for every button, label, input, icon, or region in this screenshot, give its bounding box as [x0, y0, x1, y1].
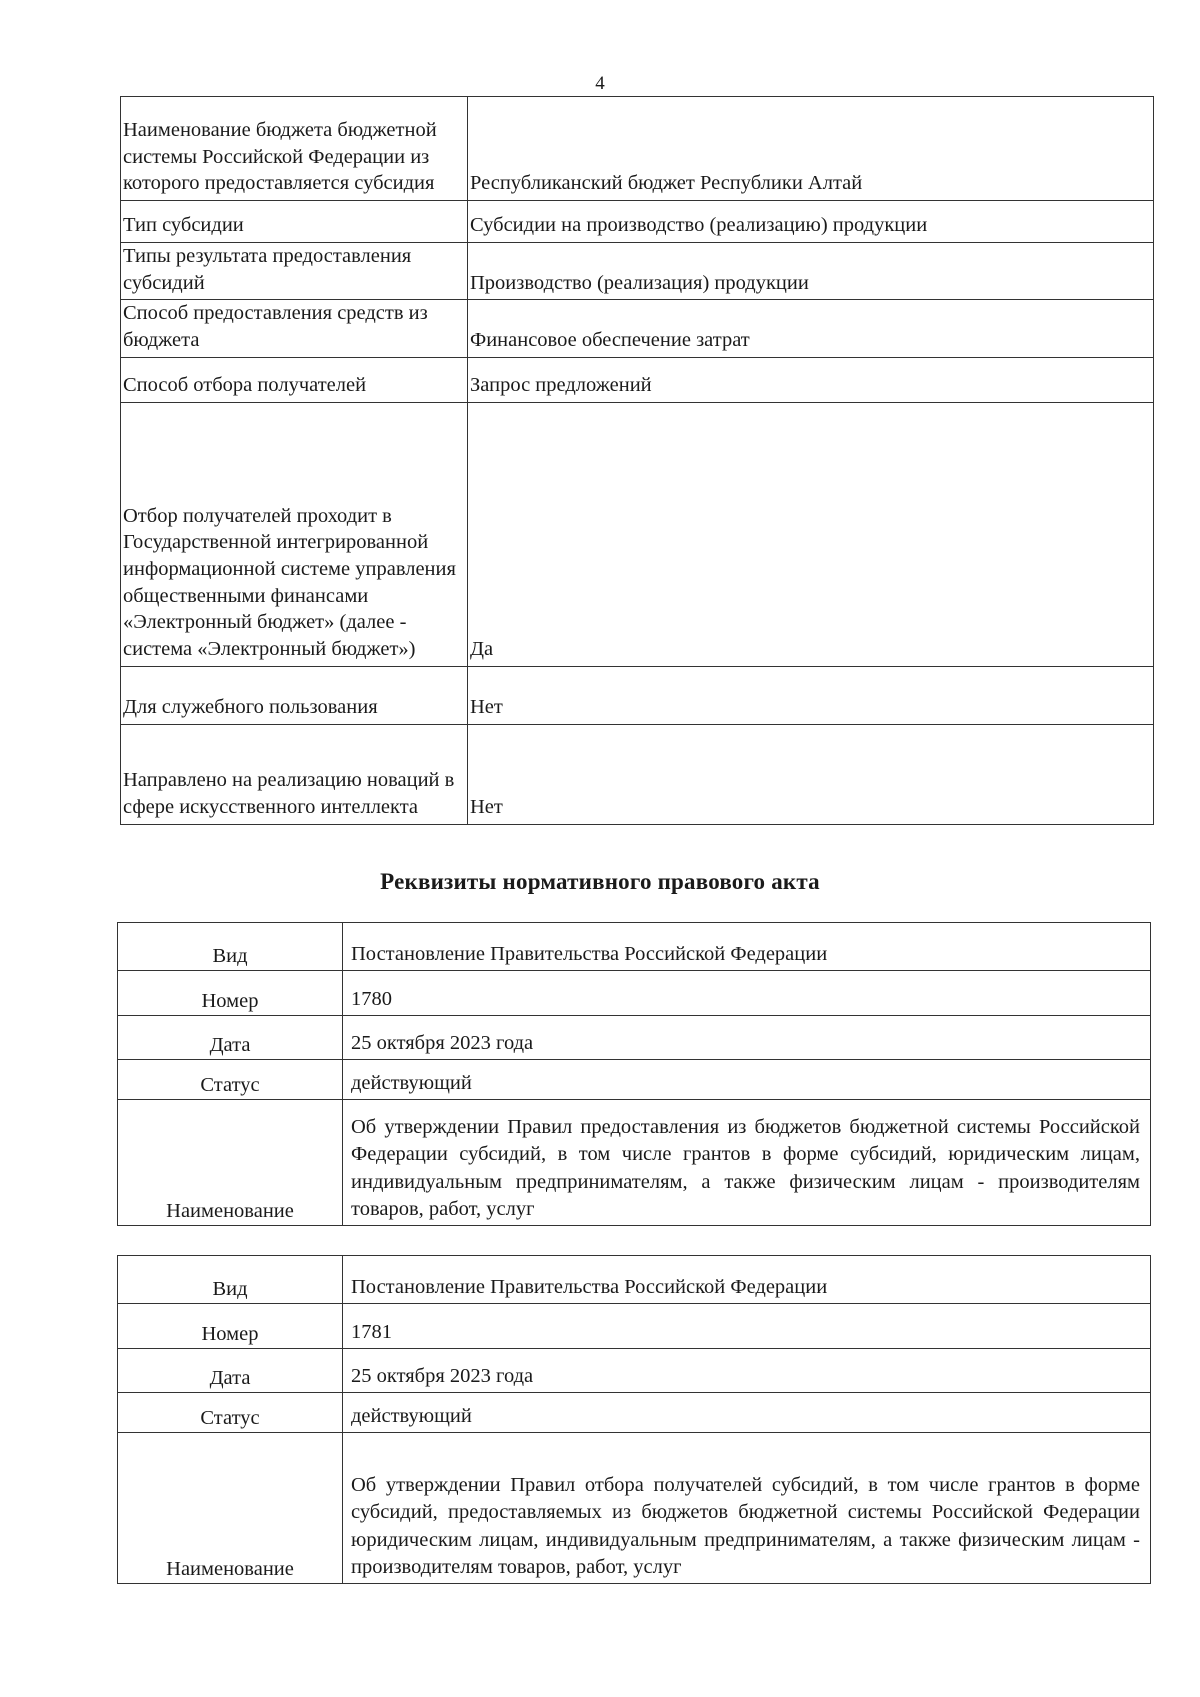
- act-number: 1780: [343, 971, 1151, 1016]
- act-status-label: Статус: [118, 1060, 343, 1100]
- row-value: Финансовое обеспечение затрат: [468, 300, 1154, 357]
- table-row: [118, 1304, 1151, 1349]
- page-number: 4: [595, 73, 605, 94]
- act-kind-label: Вид: [118, 923, 343, 971]
- table-row: [118, 971, 1151, 1016]
- act-date: 25 октября 2023 года: [343, 1349, 1151, 1393]
- act-status: действующий: [343, 1393, 1151, 1433]
- table-row: [118, 1016, 1151, 1060]
- act-status-label: Статус: [118, 1393, 343, 1433]
- row-label: Способ отбора получателей: [121, 357, 468, 402]
- table-row: [118, 1256, 1151, 1304]
- row-value: Да: [468, 402, 1154, 666]
- row-value: Нет: [468, 666, 1154, 724]
- act-date-label: Дата: [118, 1016, 343, 1060]
- act-status: действующий: [343, 1060, 1151, 1100]
- table-row: [121, 201, 1154, 243]
- legal-act-table: [117, 922, 1151, 1226]
- row-value: Республиканский бюджет Республики Алтай: [468, 97, 1154, 201]
- section-title: Реквизиты нормативного правового акта: [380, 869, 820, 894]
- row-label: Тип субсидии: [121, 201, 468, 243]
- table-row: [118, 1433, 1151, 1584]
- subsidy-info-table: [120, 96, 1154, 825]
- act-name: Об утверждении Правил предоставления из бюджетов бюджетной системы Российской Федерации субсидий, в том числе грантов в форме субсидий, юридическим лицам, индивидуальным предпринимателям, а также физическим лицам - производителям товаров, работ, услуг: [343, 1100, 1151, 1226]
- row-label: Отбор получателей проходит в Государственной интегрированной информационной системе управления общественными финансами «Электронный бюджет» (далее - система «Электронный бюджет»): [121, 402, 468, 666]
- table-row: [121, 300, 1154, 357]
- act-date: 25 октября 2023 года: [343, 1016, 1151, 1060]
- act-name-label: Наименование: [118, 1433, 343, 1584]
- row-label: Наименование бюджета бюджетной системы Российской Федерации из которого предоставляется субсидия: [121, 97, 468, 201]
- act-number-label: Номер: [118, 1304, 343, 1349]
- act-kind-label: Вид: [118, 1256, 343, 1304]
- row-label: Направлено на реализацию новаций в сфере искусственного интеллекта: [121, 724, 468, 824]
- row-label: Типы результата предоставления субсидий: [121, 243, 468, 300]
- row-label: Для служебного пользования: [121, 666, 468, 724]
- row-value: Запрос предложений: [468, 357, 1154, 402]
- table-row: [118, 1100, 1151, 1226]
- table-row: [118, 1349, 1151, 1393]
- act-date-label: Дата: [118, 1349, 343, 1393]
- table-row: [121, 402, 1154, 666]
- row-value: Нет: [468, 724, 1154, 824]
- table-row: [121, 243, 1154, 300]
- act-name-label: Наименование: [118, 1100, 343, 1226]
- table-row: [121, 357, 1154, 402]
- table-row: [121, 97, 1154, 201]
- row-label: Способ предоставления средств из бюджета: [121, 300, 468, 357]
- row-value: Субсидии на производство (реализацию) продукции: [468, 201, 1154, 243]
- act-number-label: Номер: [118, 971, 343, 1016]
- table-row: [118, 1393, 1151, 1433]
- legal-act-table: [117, 1255, 1151, 1584]
- table-row: [121, 666, 1154, 724]
- act-number: 1781: [343, 1304, 1151, 1349]
- table-row: [118, 1060, 1151, 1100]
- table-row: [121, 724, 1154, 824]
- table-row: [118, 923, 1151, 971]
- act-name: Об утверждении Правил отбора получателей субсидий, в том числе грантов в форме субсидий, предоставляемых из бюджетов бюджетной системы Российской Федерации юридическим лицам, индивидуальным предпринимателям, а также физическим лицам - производителям товаров, работ, услуг: [343, 1433, 1151, 1584]
- act-kind: Постановление Правительства Российской Федерации: [343, 923, 1151, 971]
- act-kind: Постановление Правительства Российской Федерации: [343, 1256, 1151, 1304]
- row-value: Производство (реализация) продукции: [468, 243, 1154, 300]
